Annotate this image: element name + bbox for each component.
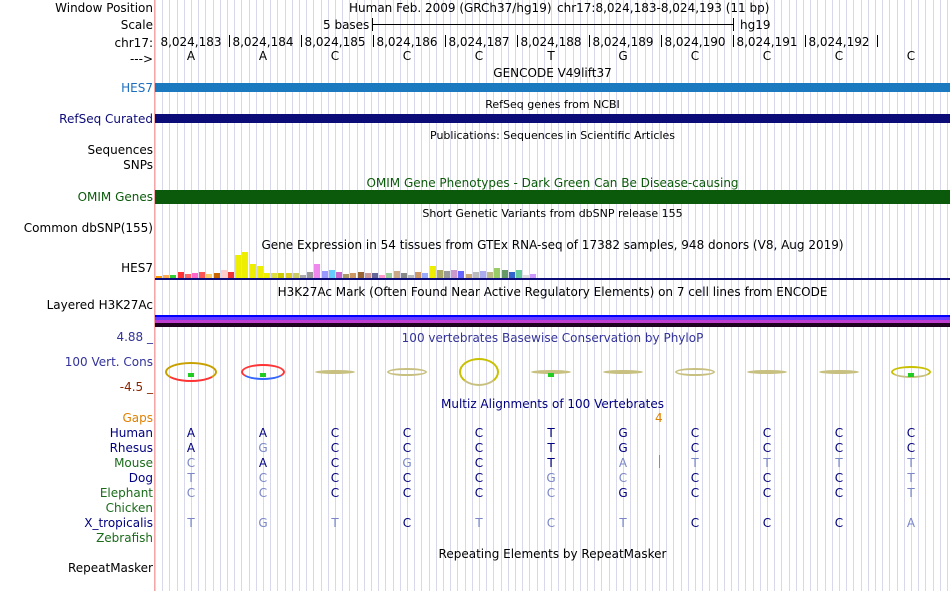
aligned-base: C <box>402 516 412 530</box>
dna-base: C <box>834 49 844 63</box>
aligned-base: G <box>618 426 628 440</box>
phylop-score-glyph <box>387 368 427 376</box>
aligned-base: G <box>258 516 268 530</box>
gtex-tissue-bar[interactable] <box>458 271 464 278</box>
aligned-base: C <box>762 471 772 485</box>
h3k27ac-track-label[interactable]: Layered H3K27Ac <box>46 298 153 312</box>
gap-count: 4 <box>655 411 663 425</box>
aligned-base: C <box>330 441 340 455</box>
gtex-expression-bars[interactable] <box>156 250 556 278</box>
gtex-tissue-bar[interactable] <box>394 271 400 278</box>
gtex-tissue-bar[interactable] <box>430 266 436 278</box>
gtex-tissue-bar[interactable] <box>257 266 263 278</box>
aligned-base: A <box>186 426 196 440</box>
scale-label: Scale <box>120 18 153 32</box>
refseq-track-title: RefSeq genes from NCBI <box>485 98 620 111</box>
gtex-tissue-bar[interactable] <box>314 264 320 278</box>
aligned-base: T <box>547 456 555 470</box>
cons-track-label[interactable]: 100 Vert. Cons <box>64 355 153 369</box>
aligned-base: C <box>330 486 340 500</box>
species-label-dog[interactable]: Dog <box>128 471 153 485</box>
strand-label: ---> <box>129 52 153 66</box>
scale-bar <box>372 24 733 25</box>
ruler-position-label: 8,024,184 <box>232 35 294 49</box>
gtex-tissue-bar[interactable] <box>322 271 328 278</box>
species-label-x_tropicalis[interactable]: X_tropicalis <box>84 516 153 530</box>
phylop-score-glyph <box>548 373 554 377</box>
omim-track-title: OMIM Gene Phenotypes - Dark Green Can Be Disease-causing <box>366 176 739 190</box>
aligned-base: G <box>402 456 412 470</box>
phylop-score-glyph <box>241 364 285 380</box>
aligned-base: T <box>547 441 555 455</box>
aligned-base: T <box>835 456 843 470</box>
phylop-track-title: 100 vertebrates Basewise Conservation by PhyloP <box>401 331 704 345</box>
aligned-base: C <box>546 486 556 500</box>
publications-track-title: Publications: Sequences in Scientific Articles <box>430 129 675 142</box>
aligned-base: A <box>258 426 268 440</box>
species-label-zebrafish[interactable]: Zebrafish <box>96 531 153 545</box>
omim-track-label[interactable]: OMIM Genes <box>77 190 153 204</box>
gtex-tissue-bar[interactable] <box>221 270 227 278</box>
species-label-mouse[interactable]: Mouse <box>114 456 153 470</box>
ruler-position-label: 8,024,191 <box>736 35 798 49</box>
window-position-label: Window Position <box>55 1 153 15</box>
phylop-min-label: -4.5 _ <box>119 380 153 394</box>
aligned-base: C <box>402 486 412 500</box>
aligned-base: T <box>907 471 915 485</box>
ruler-position-label: 8,024,190 <box>664 35 726 49</box>
position-title: chr17:8,024,183-8,024,193 (11 bp) <box>557 1 770 15</box>
aligned-base: C <box>474 456 484 470</box>
aligned-base: T <box>907 486 915 500</box>
gap-marker <box>659 455 660 468</box>
aligned-base: C <box>834 486 844 500</box>
omim-gene-bar[interactable] <box>155 190 950 204</box>
aligned-base: A <box>186 441 196 455</box>
gencode-track-label[interactable]: HES7 <box>121 81 153 95</box>
aligned-base: G <box>618 441 628 455</box>
aligned-base: A <box>906 516 916 530</box>
aligned-base: C <box>330 471 340 485</box>
gtex-track-title: Gene Expression in 54 tissues from GTEx RNA-seq of 17382 samples, 948 donors (V8, Aug 2019) <box>261 238 844 252</box>
gtex-tissue-bar[interactable] <box>502 270 508 278</box>
phylop-logo[interactable] <box>155 345 950 395</box>
h3k27ac-track-title: H3K27Ac Mark (Often Found Near Active Regulatory Elements) on 7 cell lines from ENCODE <box>277 285 828 299</box>
refseq-track-label[interactable]: RefSeq Curated <box>59 112 153 126</box>
aligned-base: C <box>474 426 484 440</box>
ruler-position-label: 8,024,183 <box>160 35 222 49</box>
aligned-base: C <box>258 486 268 500</box>
aligned-base: C <box>906 426 916 440</box>
aligned-base: C <box>186 486 196 500</box>
phylop-score-glyph <box>603 370 643 374</box>
aligned-base: C <box>690 441 700 455</box>
ruler-tick <box>877 35 878 47</box>
gtex-tissue-bar[interactable] <box>235 255 241 278</box>
multiz-track-title: Multiz Alignments of 100 Vertebrates <box>440 397 665 411</box>
dna-base: C <box>330 49 340 63</box>
aligned-base: C <box>834 471 844 485</box>
gtex-tissue-bar[interactable] <box>250 264 256 278</box>
aligned-base: C <box>258 471 268 485</box>
phylop-score-glyph <box>819 370 859 374</box>
aligned-base: T <box>691 456 699 470</box>
dna-base: C <box>906 49 916 63</box>
chrom-label: chr17: <box>114 36 153 50</box>
ruler-position-label: 8,024,192 <box>808 35 870 49</box>
dna-base: C <box>690 49 700 63</box>
aligned-base: C <box>834 426 844 440</box>
aligned-base: C <box>834 441 844 455</box>
aligned-base: A <box>258 456 268 470</box>
gtex-tissue-bar[interactable] <box>329 270 335 278</box>
ruler-position-label: 8,024,188 <box>520 35 582 49</box>
species-label-chicken[interactable]: Chicken <box>105 501 153 515</box>
aligned-base: C <box>690 426 700 440</box>
aligned-base: T <box>763 456 771 470</box>
phylop-score-glyph <box>459 358 499 386</box>
assembly-title: Human Feb. 2009 (GRCh37/hg19) <box>349 1 552 15</box>
aligned-base: C <box>402 441 412 455</box>
sequences-track-label[interactable]: Sequences <box>87 143 153 157</box>
dna-base: T <box>547 49 555 63</box>
species-label-rhesus[interactable]: Rhesus <box>109 441 153 455</box>
aligned-base: C <box>762 486 772 500</box>
aligned-base: C <box>330 456 340 470</box>
dna-base: A <box>258 49 268 63</box>
aligned-base: T <box>907 456 915 470</box>
repeatmasker-track-label[interactable]: RepeatMasker <box>67 561 153 575</box>
aligned-base: G <box>618 486 628 500</box>
snps-track-label[interactable]: SNPs <box>123 158 153 172</box>
aligned-base: A <box>618 456 628 470</box>
gtex-tissue-bar[interactable] <box>437 270 443 278</box>
phylop-score-glyph <box>188 373 194 377</box>
aligned-base: C <box>474 471 484 485</box>
ruler-position-label: 8,024,189 <box>592 35 654 49</box>
phylop-score-glyph <box>747 370 787 374</box>
phylop-score-glyph <box>165 362 217 382</box>
phylop-max-label: 4.88 _ <box>116 330 153 344</box>
aligned-base: C <box>690 486 700 500</box>
aligned-base: C <box>762 441 772 455</box>
dna-base: C <box>474 49 484 63</box>
refseq-gene-bar[interactable] <box>155 114 950 123</box>
dna-base: C <box>762 49 772 63</box>
phylop-score-glyph <box>675 368 715 376</box>
aligned-base: G <box>258 441 268 455</box>
species-label-elephant[interactable]: Elephant <box>99 486 153 500</box>
scale-bases-label: 5 bases <box>323 18 370 32</box>
aligned-base: C <box>618 471 628 485</box>
aligned-base: C <box>906 441 916 455</box>
scale-db-label: hg19 <box>740 18 771 32</box>
ruler-position-label: 8,024,187 <box>448 35 510 49</box>
gtex-tissue-bar[interactable] <box>444 271 450 278</box>
aligned-base: T <box>187 516 195 530</box>
gaps-label: Gaps <box>122 411 153 425</box>
aligned-base: C <box>186 456 196 470</box>
gtex-track-label[interactable]: HES7 <box>121 261 153 275</box>
repeatmasker-track-title: Repeating Elements by RepeatMasker <box>438 547 667 561</box>
aligned-base: T <box>547 426 555 440</box>
gencode-track-title: GENCODE V49lift37 <box>493 66 612 80</box>
aligned-base: C <box>834 516 844 530</box>
aligned-base: C <box>762 516 772 530</box>
aligned-base: C <box>690 516 700 530</box>
aligned-base: G <box>546 471 556 485</box>
gtex-tissue-bar[interactable] <box>516 270 522 278</box>
gtex-tissue-bar[interactable] <box>451 270 457 278</box>
aligned-base: T <box>187 471 195 485</box>
aligned-base: T <box>475 516 483 530</box>
scale-bar-right-tick <box>733 18 734 31</box>
hes7-gencode-bar[interactable] <box>155 83 950 92</box>
dna-base: C <box>402 49 412 63</box>
aligned-base: C <box>690 471 700 485</box>
aligned-base: C <box>762 426 772 440</box>
gtex-tissue-bar[interactable] <box>494 268 500 278</box>
dbsnp-track-title: Short Genetic Variants from dbSNP release 155 <box>422 207 683 220</box>
gtex-tissue-bar[interactable] <box>242 252 248 278</box>
dna-base: G <box>618 49 628 63</box>
aligned-base: C <box>402 426 412 440</box>
aligned-base: T <box>619 516 627 530</box>
aligned-base: C <box>474 486 484 500</box>
phylop-score-glyph <box>260 373 266 377</box>
phylop-score-glyph <box>908 373 914 377</box>
gtex-tissue-bar[interactable] <box>480 271 486 278</box>
aligned-base: C <box>546 516 556 530</box>
aligned-base: C <box>330 426 340 440</box>
ruler-position-label: 8,024,186 <box>376 35 438 49</box>
dna-base: A <box>186 49 196 63</box>
phylop-score-glyph <box>315 370 355 374</box>
aligned-base: C <box>402 471 412 485</box>
scale-bar-left-tick <box>372 18 373 31</box>
aligned-base: C <box>474 441 484 455</box>
aligned-base: T <box>331 516 339 530</box>
gtex-gene-model <box>155 278 950 280</box>
h3k27ac-signal-4 <box>155 323 950 327</box>
ruler-position-label: 8,024,185 <box>304 35 366 49</box>
species-label-human[interactable]: Human <box>109 426 153 440</box>
dbsnp-track-label[interactable]: Common dbSNP(155) <box>23 221 153 235</box>
